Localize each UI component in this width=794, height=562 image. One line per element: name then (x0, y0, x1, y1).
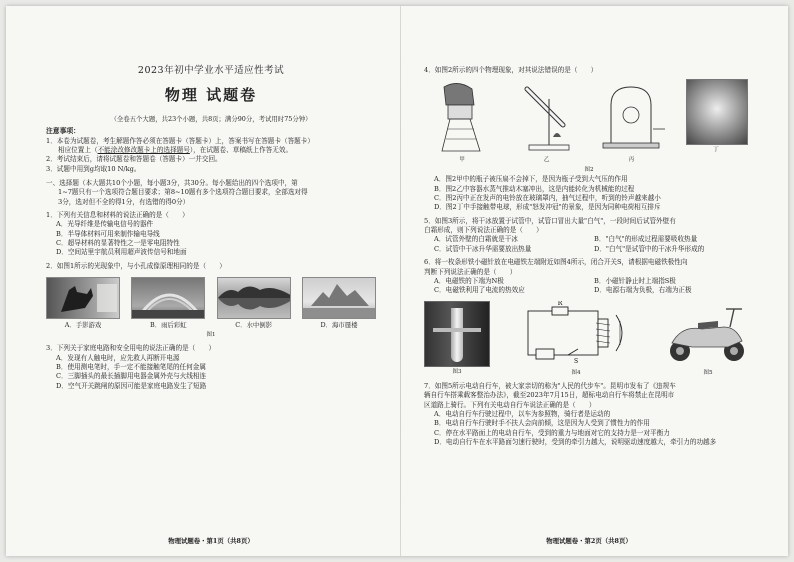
question-6-stem-2: 判断下列说法正确的是（ ） (424, 267, 517, 276)
question-7-stem-2: 辆自行车搭乘载客整治办法》，截至2023年7月15日，超标电动自行车将禁止在昆明市 (424, 391, 675, 400)
switch-label: S (574, 357, 579, 365)
q5-option-b: B．"白气"的形成过程需要吸收热量 (594, 235, 698, 244)
option-c-caption: C．水中倒影 (235, 321, 273, 330)
question-4 (424, 66, 754, 213)
exam-sheet (6, 6, 788, 556)
q7-option-a: A．电动自行车行驶过程中，以车为参照物，骑行者是运动的 (434, 409, 611, 418)
figures-3-4-5 (424, 301, 754, 378)
page-left (46, 6, 376, 556)
q3-option-b: B．使用测电笔时，手一定不能接触笔尾的任何金属 (56, 362, 206, 371)
section-line-3: 3分，选对但不全的得1分，有选错的得0分） (58, 197, 190, 206)
page-footer-left: 物理试题卷・第1页（共8页） (168, 536, 254, 545)
q5-option-a: A．试管外壁的白霜就是干冰 (434, 235, 518, 244)
q5-options-row-2 (424, 245, 754, 254)
question-3 (46, 344, 376, 391)
option-a-caption: A．手影游戏 (64, 321, 102, 330)
page-footer-right: 物理试题卷・第2页（共8页） (546, 536, 632, 545)
note-item-2: 2．考试结束后，请将试题卷和答题卷（答题卡）一并交回。 (46, 155, 222, 164)
fig2-bing (593, 79, 669, 165)
q6-option-c: C．电磁铁利用了电流的热效应 (434, 286, 525, 295)
photo-rainbow (131, 277, 205, 330)
figure-3 (424, 301, 490, 378)
electric-scooter-drawing (662, 301, 754, 365)
section-line-2: 1~7题只有一个选项符合题目要求；第8~10题有多个选项符合题目要求，全部选对得 (58, 188, 308, 197)
question-7-stem-3: 区道路上骑行。下列有关电动自行车说法正确的是（ ） (424, 400, 596, 409)
note-item-1-cont: 相应位置上（不能涂改修改题卡上的选择题号），在试题卷、草稿纸上作答无效。 (58, 145, 293, 154)
question-6 (424, 258, 754, 295)
q6-option-b: B．小磁针静止时上端指S极 (594, 276, 676, 285)
note-item-3: 3．试题中用到g均取10 N/kg。 (46, 164, 141, 173)
question-5-stem-2: 白霜形成，则下列说法正确的是（ ） (424, 226, 543, 235)
q7-option-d: D．电动自行车在水平路面匀速行驶时，受到的牵引力越大，说明驱动速度越大，牵引力的功越多 (434, 438, 717, 447)
question-4-stem: 4．如图2所示的四个物理现象，对其说法错误的是（ ） (424, 66, 598, 74)
fig2-label-bing: 丙 (628, 157, 635, 164)
q4-option-b: B．图2乙中容器水蒸气推动木塞冲出，这是内能转化为机械能的过程 (434, 184, 635, 193)
subject-title: 物理 试题卷 (164, 86, 258, 105)
option-b-caption: B．雨后彩虹 (150, 321, 187, 330)
q4-option-c: C．图2丙中正在发声的电铃放在玻璃罩内，抽气过程中，听到的铃声越来越小 (434, 194, 661, 203)
q1-option-a: A．光导纤维是传输电信号的器件 (56, 220, 154, 229)
figure-5-label: 图5 (703, 369, 713, 376)
question-7 (424, 382, 754, 448)
exam-meta: （全卷五个大题，共23个小题，共8页；满分90分，考试用时75分钟） (110, 114, 312, 123)
figure-1-label: 图1 (206, 332, 216, 339)
static-hair-photo (686, 79, 748, 145)
resistor-label: R (557, 300, 563, 307)
q5-option-c: C．试管中干冰升华需要放出热量 (434, 244, 532, 253)
q7-option-c: C．停在水平路面上的电动自行车，受到的重力与地面对它的支持力是一对平衡力 (434, 428, 670, 437)
test-tube-shape (451, 308, 463, 362)
photo-reflection (217, 277, 291, 330)
photo-hand-shadow (46, 277, 120, 330)
photo-mirage (302, 277, 376, 330)
exam-title: 2023年初中学业水平适应性考试 (137, 65, 285, 76)
q7-option-b: B．电动自行车行驶时手不扶人会向前倾，这是因为人受到了惯性力的作用 (434, 419, 650, 428)
fig2-ding (678, 79, 754, 165)
fig2-label-ding: 丁 (713, 147, 719, 154)
q6-option-d: D．电源右端为负极，右端为正极 (594, 286, 692, 295)
question-3-stem: 3．下列关于家庭电路和安全用电的说法正确的是（ ） (46, 344, 216, 353)
figure-3-label: 图3 (452, 368, 462, 375)
steam-tube-drawing (509, 79, 585, 155)
question-1 (46, 211, 376, 258)
electromagnet-circuit-diagram (516, 301, 636, 365)
question-2 (46, 262, 376, 340)
q6-option-a: A．电磁铁的下端为N极 (434, 276, 504, 285)
q3-option-c: C．三脚插头的最长插脚用电器金属外壳与火线相连 (56, 372, 207, 381)
page-right (424, 6, 754, 556)
q5-options-row-1 (424, 235, 754, 244)
fig2-label-yi: 乙 (543, 157, 550, 164)
dry-ice-photo (424, 301, 490, 367)
option-d-caption: D．海市蜃楼 (320, 321, 358, 330)
tube-clamp-shape (433, 328, 481, 332)
section-choice (46, 179, 376, 207)
q3-option-a: A．发现有人触电时，应先救人再断开电源 (56, 353, 180, 362)
question-7-stem-1: 7．如图5所示电动自行车，被大家亲切的称为"人民的代步车"。昆明市发布了《违规车 (424, 381, 676, 390)
figure-5 (662, 301, 754, 378)
figure-4-label: 图4 (571, 369, 581, 376)
page-fold (400, 6, 401, 556)
q4-option-d: D．图2丁中手接触带电球，形成"怒发冲冠"的景象，是因为同种电荷相互排斥 (434, 203, 661, 212)
question-5 (424, 217, 754, 254)
figure-4 (516, 301, 636, 378)
hand-shadow-image (47, 278, 120, 318)
question-1-stem: 1．下列有关信息和材料的说法正确的是（ ） (46, 211, 189, 220)
q6-options-row-2 (424, 286, 754, 295)
mirage-image (303, 278, 376, 318)
q1-option-d: D．空间站里宇航员利用超声波传信号和地面 (56, 248, 187, 257)
rainbow-image (132, 278, 205, 318)
q4-option-a: A．图2甲中的瓶子被压扁不会掉下，是因为瓶子受到大气压的作用 (434, 175, 628, 184)
section-line-1: 一、选择题（本大题共10个小题，每小题3分，共30分。每小题给出的四个选项中，第 (46, 178, 298, 187)
note-item-1: 1．本卷为试题卷，考生解题作答必须在答题卡（答题卡）上，答案书写在答题卡（答题卡） (46, 136, 314, 145)
figure-2-label: 图2 (584, 167, 594, 174)
figure-1-row (46, 277, 376, 330)
q1-option-b: B．半导体材料可用来制作输电导线 (56, 229, 160, 238)
figure-2-row (424, 79, 754, 165)
question-5-stem-1: 5．如图3所示，将干冰放置于试管中，试管口冒出大量"白气"，一段时间后试管外壁有 (424, 216, 676, 225)
fig2-label-jia: 甲 (459, 157, 465, 164)
question-6-stem-1: 6．将一枚条形铁小磁针放在电磁铁左端附近如图4所示，闭合开关S，请根据电磁铁极性向 (424, 258, 688, 267)
q5-option-d: D．"白气"是试管中的干冰升华形成的 (594, 244, 705, 253)
question-2-stem: 2．如图1所示的光现象中，与小孔成像原理相同的是（ ） (46, 261, 226, 270)
fig2-yi (509, 79, 585, 165)
fig2-jia (424, 79, 500, 165)
notes-heading: 注意事项： (46, 126, 80, 135)
pressure-bottle-drawing (424, 79, 500, 155)
reflection-image (218, 278, 291, 318)
q1-option-c: C．超导材料的显著特性之一是零电阻特性 (56, 239, 180, 248)
q3-option-d: D．空气开关跳闸的原因可能是家庭电路发生了短路 (56, 381, 207, 390)
bell-jar-drawing (593, 79, 669, 155)
q6-options-row-1 (424, 277, 754, 286)
